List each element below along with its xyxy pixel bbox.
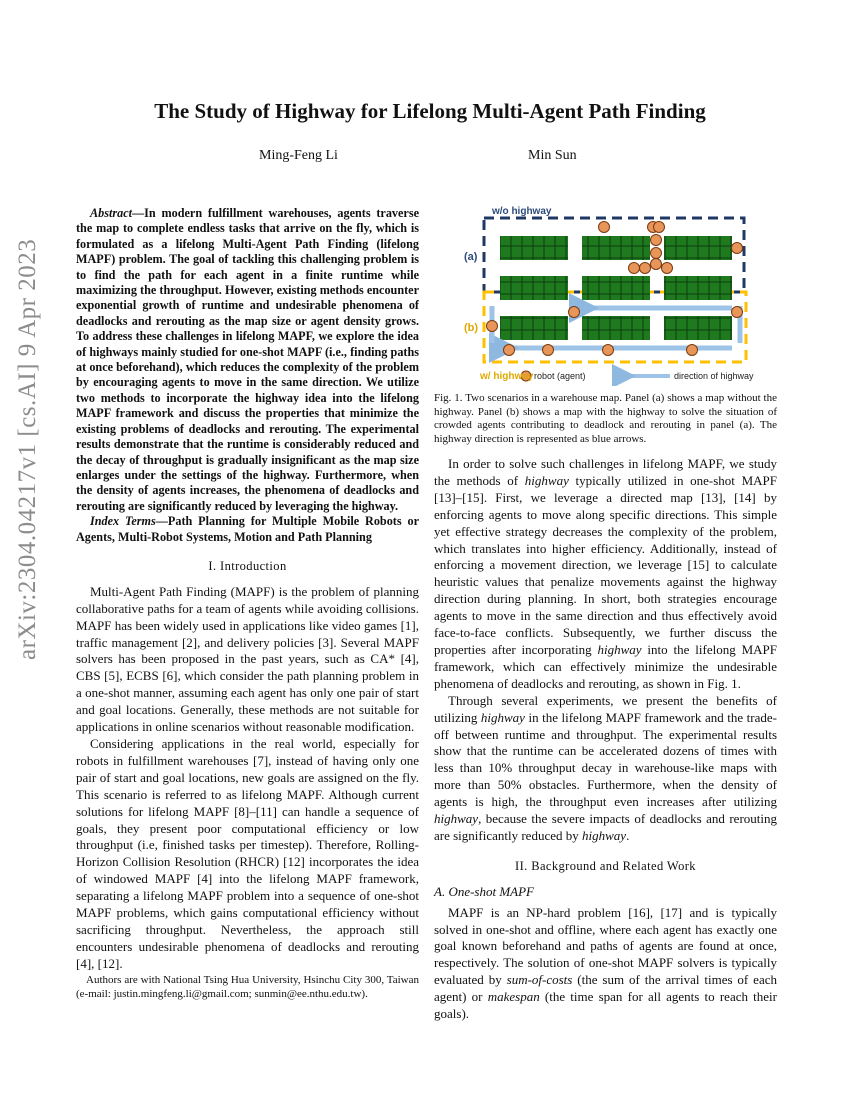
label-without-highway: w/o highway xyxy=(492,206,552,217)
text-span: into the lifelong MAPF framework, which can effectively minimize the undesirable phenomena of deadlocks and rerouting, as shown in Fig. 1. xyxy=(434,641,777,691)
text-span: , because the severe impacts of deadlocks and rerouting are significantly reduced by xyxy=(434,811,777,843)
shelf-block xyxy=(664,276,732,300)
text-span: In order to solve such challenges in lifelong MAPF, we study the methods of xyxy=(434,456,777,488)
shelf-block xyxy=(582,276,650,300)
robot-icon xyxy=(651,248,662,259)
robot-icon xyxy=(569,307,580,318)
robot-icon xyxy=(603,345,614,356)
author-2: Min Sun xyxy=(528,148,577,163)
paper-title: The Study of Highway for Lifelong Multi-Agent Path Finding xyxy=(154,99,706,123)
text-span: Through several experiments, we present the benefits of utilizing xyxy=(434,692,777,725)
highway-term: highway xyxy=(597,641,642,657)
left-column xyxy=(76,206,419,1001)
text-span: (the time span for all agents to reach their goals). xyxy=(434,989,777,1022)
shelf-block xyxy=(582,316,650,340)
robot-icon xyxy=(687,345,698,356)
label-with-highway: w/ highway xyxy=(480,371,534,382)
text-span: (the sum of the arrival times of each agent) or xyxy=(434,972,777,1005)
subsection-heading-one-shot: A. One-shot MAPF xyxy=(434,883,535,899)
abstract-text: In modern fulfillment warehouses, agents traverse the map to complete endless tasks that arrive on the fly, which is formulated as a lifelong Multi-Agent Path Finding (lifelong MAPF) problem. The goal of tackling this challenging problem is to find the path for each agent in a finite runtime while maximizing the throughput. However, existing methods encounter exponential growth of runtime and undesirable phenomena of deadlocks and rerouting as the map size or agent density grows. To address these challenges in lifelong MAPF, we explore the idea of highways mainly studied for one-shot MAPF (i.e., finding paths at once beforehand), which reduces the complexity of the problem by encouraging agents to move in the same direction. We utilize two methods to incorporate the highway idea into the lifelong MAPF framework and discuss the properties that minimize the existing problems of deadlocks and rerouting. The experimental results demonstrate that the runtime is considerably reduced and the decay of throughput is gradually insignificant as the map size enlarges under the settings of the highway. Furthermore, when the density of agents increases, the phenomena of deadlocks and rerouting are significantly reduced by leveraging the highway. xyxy=(76,206,419,513)
text-span: MAPF is an NP-hard problem [16], [17] and is typically solved in one-shot and offline, where each agent has exactly one goal known beforehand and paths of agents are found at once, respectively. The solution of one-shot MAPF solvers is typically evaluated by xyxy=(434,904,777,988)
figure-1-caption: Fig. 1. Two scenarios in a warehouse map. Panel (a) shows a map without the highway. Panel (b) shows a map with the highway to solve the situation of crowded agents contributing to deadlock and rerouting in panel (a). The highway direction is represented as blue arrows. xyxy=(434,392,777,445)
robot-icon xyxy=(654,222,665,233)
index-terms-label: Index Terms— xyxy=(90,514,168,529)
term-sum-of-costs: sum-of-costs xyxy=(506,972,573,988)
term-makespan: makespan xyxy=(487,989,540,1005)
shelf-block xyxy=(582,236,650,260)
highway-term: highway xyxy=(582,827,627,843)
robot-icon xyxy=(504,345,515,356)
text-span: typically utilized in one-shot MAPF [13]–[15]. First, we leverage a directed map [13], [14] by enforcing agents to move along specific directions. This simple yet effective strategy decreases the complexity of the problem, which translates into higher efficiency. Additionally, instead of enforcing a movement direction, we leverage [15] to calculate heuristic values that penalize movements against the highway direction during planning. In short, both strategies encourage agents to move in the same direction and thus effectively avoid face-to-face conflicts. Subsequently, we further discuss the properties after incorporating xyxy=(434,472,778,657)
index-terms-text: Path Planning for Multiple Mobile Robots or Agents, Multi-Robot Systems, Motion and Path Planning xyxy=(76,514,419,544)
shelf-block xyxy=(500,276,568,300)
shelf-block xyxy=(664,236,732,260)
shelf-block xyxy=(664,316,732,340)
right-paragraph-1 xyxy=(434,456,777,693)
robot-icon xyxy=(651,259,662,270)
legend-robot-label: robot (agent) xyxy=(534,371,586,381)
background-paragraph-1 xyxy=(434,905,777,1023)
section-heading-background: II. Background and Related Work xyxy=(515,858,696,873)
robot-icon xyxy=(732,243,743,254)
author-1: Ming-Feng Li xyxy=(259,148,338,163)
robot-icon xyxy=(651,235,662,246)
highway-term: highway xyxy=(434,811,479,827)
highway-term: highway xyxy=(480,709,525,725)
intro-paragraph-2: Considering applications in the real world, especially for robots in fulfillment warehouses [7], instead of having only one pair of start and goal locations, new goals are assigned on the fly. This scenario is referred to as lifelong MAPF. Although current solutions for lifelong MAPF [8]–[11] can handle a sequence of goals, they present poor computational efficiency or low throughput (i.e, finished tasks per timestep). Therefore, Rolling-Horizon Collision Resolution (RHCR) [12] incorporates the idea of windowed MAPF [4] into the lifelong MAPF framework, separating a lifelong MAPF problem into a sequence of one-shot MAPF problems, which gains computational efficiency without sacrificing throughput. Nevertheless, the approach still encounters undesirable phenomena of deadlocks and rerouting [4], [12]. xyxy=(76,736,419,971)
panel-b-label: (b) xyxy=(464,322,479,334)
panel-a-label: (a) xyxy=(464,251,478,263)
intro-paragraph-1: Multi-Agent Path Finding (MAPF) is the problem of planning collaborative paths for a team of agents while avoiding collisions. MAPF has been widely used in applications like video games [1], traffic management [2], and delivery policies [3]. Several MAPF solvers has been proposed in the past years, such as CA* [4], CBS [5], ECBS [6], which consider the path planning problem in a one-shot manner, assuming each agent has only one pair of start and goal locations. Generally, these methods are not suitable for applications in online scenarios without reasonable modification. xyxy=(76,583,419,735)
shelf-block xyxy=(500,316,568,340)
shelf-block xyxy=(500,236,568,260)
robot-icon xyxy=(640,263,651,274)
highway-term: highway xyxy=(524,472,569,488)
author-footnote: Authors are with National Tsing Hua University, Hsinchu City 300, Taiwan (e-mail: justin.mingfeng.li@gmail.com; sunmin@ee.nthu.edu.tw). xyxy=(76,973,419,1000)
robot-icon xyxy=(732,307,743,318)
robot-icon xyxy=(543,345,554,356)
right-paragraph-2 xyxy=(434,693,777,845)
warehouse-map-figure xyxy=(434,198,777,386)
robot-icon xyxy=(629,263,640,274)
section-heading-introduction: I. Introduction xyxy=(208,558,287,573)
right-column xyxy=(434,456,777,1023)
arxiv-identifier: arXiv:2304.04217v1 [cs.AI] 9 Apr 2023 xyxy=(14,238,41,660)
robot-icon xyxy=(599,222,610,233)
index-terms xyxy=(76,514,419,545)
robot-icon xyxy=(487,321,498,332)
text-span: in the lifelong MAPF framework and the trade-off between runtime and throughput. The experimental results show that the runtime can be accelerated dozens of times with less than 10% throughput decay in warehouse-like maps with more than 50% obstacles. Furthermore, when the density of agents is high, the throughput even increases after utilizing xyxy=(434,709,777,810)
abstract-label: Abstract— xyxy=(90,206,145,220)
legend-highway-label: direction of highway xyxy=(674,371,754,381)
abstract xyxy=(76,206,419,514)
figure-1 xyxy=(434,198,777,386)
text-span: . xyxy=(626,827,630,843)
robot-icon xyxy=(662,263,673,274)
